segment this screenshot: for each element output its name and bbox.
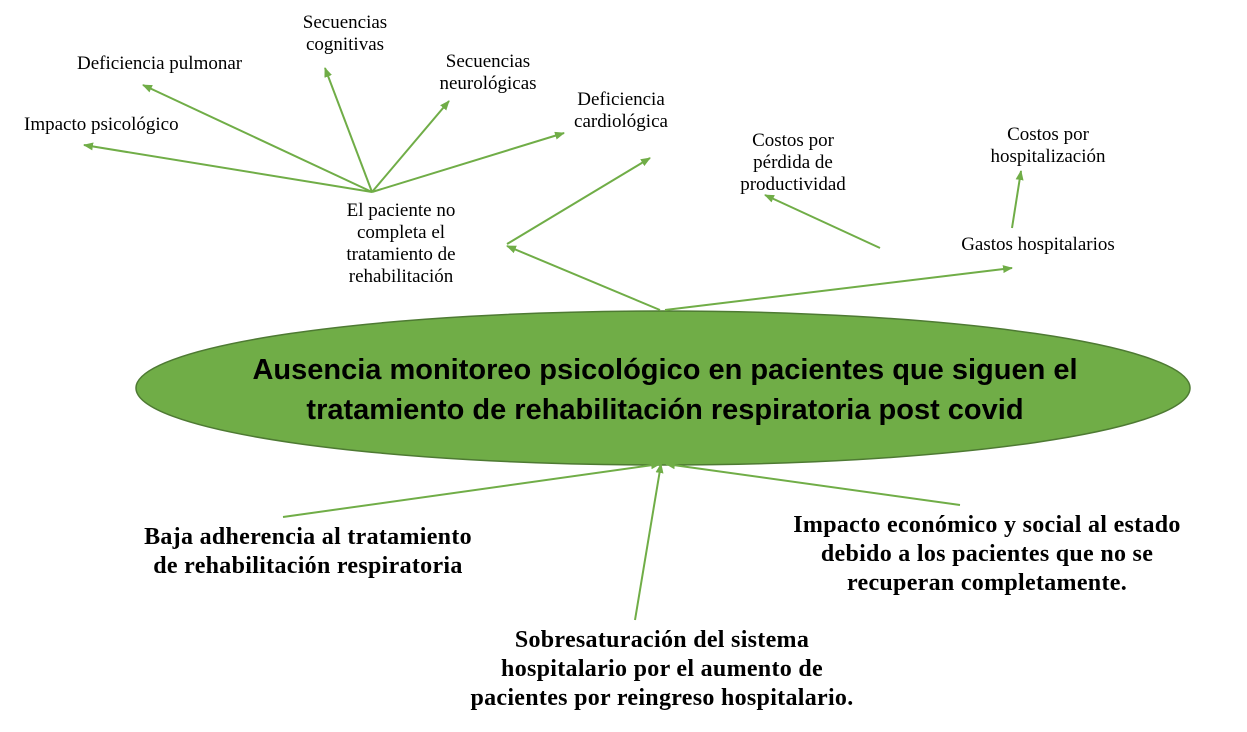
central-problem-text (150, 340, 1180, 440)
label-impacto-psicologico: Impacto psicológico (24, 114, 179, 135)
arrow-to-deficiencia-cardiologica (372, 133, 564, 192)
label-deficiencia-cardiologica: Deficiencia cardiológica (574, 89, 668, 132)
arrow-from-baja-adherencia (283, 464, 660, 517)
label-secuencias-cognitivas: Secuencias cognitivas (302, 12, 388, 55)
arrow-to-gastos-hospitalarios (665, 268, 1012, 310)
arrow-from-sobresaturacion (635, 464, 661, 620)
arrow-from-impacto-economico (666, 464, 960, 505)
arrow-to-secuencias-neurologicas (372, 101, 449, 192)
arrow-to-costos-hospitalizacion (1012, 171, 1021, 228)
central-problem-line-1: Ausencia monitoreo psicológico en pacientes que siguen el (252, 354, 1078, 386)
label-impacto-economico: Impacto económico y social al estado debido a los pacientes que no se recuperan completamente. (793, 512, 1181, 596)
arrow-no-completa-to-cardiologica-branch (507, 158, 650, 244)
central-problem-line-2: tratamiento de rehabilitación respiratoria post covid (306, 394, 1024, 426)
label-sobresaturacion: Sobresaturación del sistema hospitalario por el aumento de pacientes por reingreso hospitalario. (470, 627, 854, 711)
arrow-to-costos-productividad (765, 195, 880, 248)
label-deficiencia-pulmonar: Deficiencia pulmonar (77, 53, 243, 74)
label-costos-hospitalizacion: Costos por hospitalización (990, 124, 1106, 167)
arrow-to-impacto-psicologico (84, 145, 372, 192)
label-secuencias-neurologicas: Secuencias neurológicas (439, 51, 537, 94)
label-no-completa: El paciente no completa el tratamiento de rehabilitación (346, 200, 456, 287)
arrow-to-no-completa (507, 246, 660, 310)
label-costos-productividad: Costos por pérdida de productividad (740, 130, 846, 195)
label-baja-adherencia: Baja adherencia al tratamiento de rehabilitación respiratoria (144, 524, 472, 579)
label-gastos-hospitalarios: Gastos hospitalarios (961, 234, 1115, 255)
